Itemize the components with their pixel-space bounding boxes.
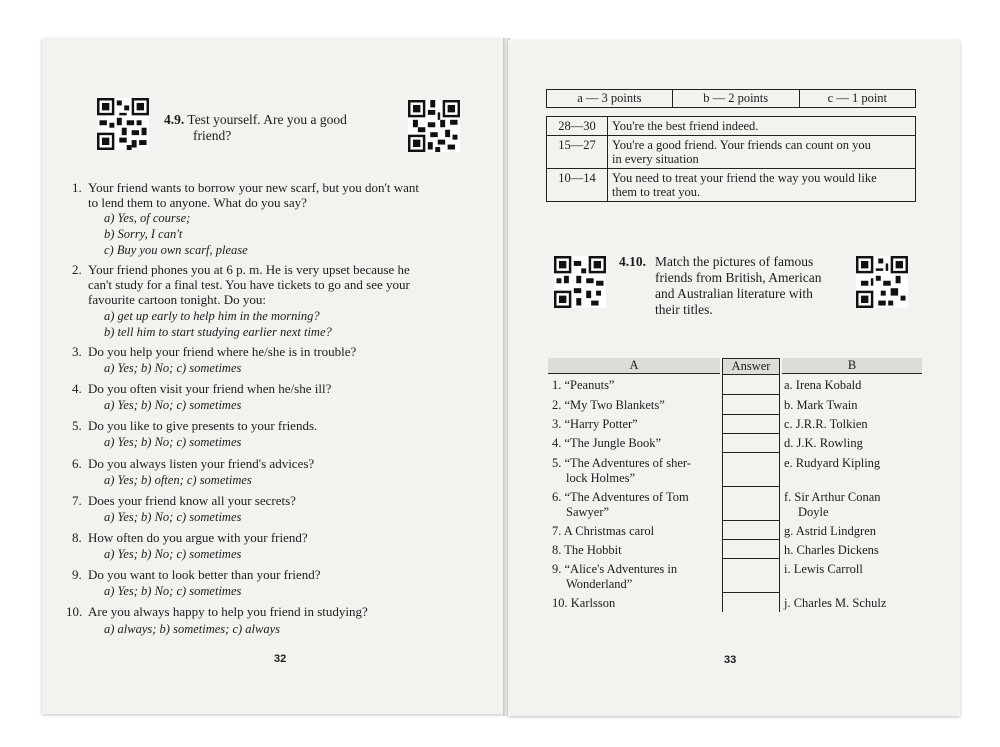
- answer-row-line: [722, 558, 780, 559]
- exercise-line: and Australian literature with: [655, 286, 813, 301]
- question-text: Does your friend know all your secrets?: [88, 493, 296, 508]
- question-10: [66, 604, 476, 619]
- answer-row-line: [722, 452, 780, 453]
- question-1: [72, 180, 482, 195]
- option: a) Yes; b) No; c) sometimes: [104, 510, 242, 524]
- answer-row-line: [722, 486, 780, 487]
- exercise-line: their titles.: [655, 302, 713, 317]
- answer-row-line: [722, 592, 780, 593]
- qr-code-icon: [97, 98, 149, 150]
- column-b-item: a. Irena Kobald: [784, 378, 862, 392]
- question-3: [72, 344, 482, 359]
- score-text: [608, 136, 916, 169]
- question-number: 7.: [72, 493, 82, 508]
- option: a) get up early to help him in the morning?: [104, 309, 320, 323]
- question-text: Do you help your friend where he/she is in trouble?: [88, 344, 357, 359]
- qr-code-icon: [856, 256, 908, 308]
- score-text-line: in every situation: [612, 152, 699, 166]
- column-b-item: g. Astrid Lindgren: [784, 524, 877, 538]
- score-text-line: them to treat you.: [612, 185, 701, 199]
- question-text: How often do you argue with your friend?: [88, 530, 308, 545]
- question-text: Your friend wants to borrow your new scarf, but you don't want: [88, 180, 420, 195]
- answer-row-line: [722, 433, 780, 434]
- exercise-title: Test yourself. Are you a good: [187, 112, 347, 127]
- option: a) Yes; b) No; c) sometimes: [104, 435, 242, 449]
- option: b) tell him to start studying earlier next time?: [104, 325, 332, 339]
- column-b-item: b. Mark Twain: [784, 398, 858, 412]
- column-b-item: f. Sir Arthur Conan: [784, 490, 881, 504]
- column-a-header: A: [548, 358, 720, 374]
- score-table: [546, 116, 916, 202]
- answer-row-line: [722, 520, 780, 521]
- question-8: [72, 530, 482, 545]
- question-number: 8.: [72, 530, 82, 545]
- qr-code-left-1: [97, 98, 149, 150]
- score-range: 15—27: [547, 136, 608, 169]
- question-number: 10.: [66, 604, 83, 619]
- exercise-heading: [164, 112, 404, 128]
- column-a-item: 1. “Peanuts”: [552, 378, 615, 392]
- option: a) Yes; b) No; c) sometimes: [104, 398, 242, 412]
- column-b-item-line2: Doyle: [798, 505, 829, 519]
- question-5: [72, 418, 482, 433]
- question-number: 4.: [72, 381, 82, 396]
- score-row: [547, 169, 916, 202]
- exercise-line: Match the pictures of famous: [655, 254, 814, 269]
- column-b-item: e. Rudyard Kipling: [784, 456, 881, 470]
- score-text-line: You're a good friend. Your friends can count on you: [612, 138, 871, 152]
- score-row: [547, 117, 916, 136]
- column-b-item: i. Lewis Carroll: [784, 562, 863, 576]
- points-a: a — 3 points: [547, 90, 673, 108]
- column-a-item: 4. “The Jungle Book”: [552, 436, 662, 450]
- option: a) Yes, of course;: [104, 211, 191, 225]
- score-text-line: You need to treat your friend the way you would like: [612, 171, 877, 185]
- column-b-item: d. J.K. Rowling: [784, 436, 863, 450]
- question-text: Your friend phones you at 6 p. m. He is very upset because he: [88, 262, 410, 277]
- qr-code-right-2: [856, 256, 908, 308]
- question-number: 1.: [72, 180, 82, 195]
- answer-row-line: [722, 394, 780, 395]
- option: a) always; b) sometimes; c) always: [104, 622, 281, 636]
- points-c: c — 1 point: [799, 90, 915, 108]
- score-text: [608, 169, 916, 202]
- question-text: Are you always happy to help you friend in studying?: [88, 604, 368, 619]
- option: a) Yes; b) No; c) sometimes: [104, 361, 242, 375]
- answer-row-line: [722, 414, 780, 415]
- column-a-item: 10. Karlsson: [552, 596, 616, 610]
- column-a-item: 3. “Harry Potter”: [552, 417, 638, 431]
- exercise-title-line2: friend?: [193, 128, 232, 143]
- page-number: 33: [724, 654, 737, 666]
- column-a-item: 8. The Hobbit: [552, 543, 622, 557]
- exercise-line: friends from British, American: [655, 270, 822, 285]
- exercise-number-text: 4.10.: [619, 254, 646, 269]
- column-a-item-line2: Sawyer”: [566, 505, 610, 519]
- column-a-item: 7. A Christmas carol: [552, 524, 655, 538]
- column-b-item: h. Charles Dickens: [784, 543, 879, 557]
- question-2: [72, 262, 482, 277]
- column-b-header: B: [782, 358, 922, 374]
- column-a-item: 5. “The Adventures of sher-: [552, 456, 691, 470]
- question-9: [72, 567, 482, 582]
- exercise-number: 4.9.: [164, 112, 185, 127]
- question-number: 2.: [72, 262, 82, 277]
- column-a-item: 2. “My Two Blankets”: [552, 398, 665, 412]
- points-b: b — 2 points: [672, 90, 799, 108]
- page-number: 32: [274, 653, 287, 665]
- qr-code-left-2: [408, 100, 460, 152]
- score-row: [547, 136, 916, 169]
- question-7: [72, 493, 482, 508]
- question-1-line2: to lend them to anyone. What do you say?: [88, 195, 307, 210]
- column-b-item: j. Charles M. Schulz: [784, 596, 887, 610]
- question-number: 3.: [72, 344, 82, 359]
- score-text-line: You're the best friend indeed.: [612, 119, 759, 133]
- column-a-item: 9. “Alice's Adventures in: [552, 562, 678, 576]
- column-a-item: 6. “The Adventures of Tom: [552, 490, 689, 504]
- exercise-number: [619, 254, 646, 270]
- question-6: [72, 456, 482, 471]
- column-a-item-line2: lock Holmes”: [566, 471, 636, 485]
- answer-row-line: [722, 539, 780, 540]
- question-text: Do you often visit your friend when he/she ill?: [88, 381, 332, 396]
- option: a) Yes; b) often; c) sometimes: [104, 473, 252, 487]
- question-number: 5.: [72, 418, 82, 433]
- left-page: [42, 38, 504, 714]
- answer-column-header: Answer: [722, 358, 780, 375]
- qr-code-icon: [408, 100, 460, 152]
- points-table: [546, 89, 916, 108]
- score-text: [608, 117, 916, 136]
- question-text: Do you want to look better than your friend?: [88, 567, 321, 582]
- question-text: Do you always listen your friend's advices?: [88, 456, 315, 471]
- option: a) Yes; b) No; c) sometimes: [104, 547, 242, 561]
- option: a) Yes; b) No; c) sometimes: [104, 584, 242, 598]
- score-range: 10—14: [547, 169, 608, 202]
- option: b) Sorry, I can't: [104, 227, 183, 241]
- question-2-line3: favourite cartoon tonight. Do you:: [88, 292, 266, 307]
- question-2-line2: can't study for a final test. You have tickets to go and see your: [88, 277, 410, 292]
- qr-code-right-1: [554, 256, 606, 308]
- question-number: 9.: [72, 567, 82, 582]
- answer-column: [722, 374, 780, 612]
- question-4: [72, 381, 482, 396]
- option: c) Buy you own scarf, please: [104, 243, 248, 257]
- right-page: [508, 40, 960, 716]
- score-range: 28—30: [547, 117, 608, 136]
- column-a-item-line2: Wonderland”: [566, 577, 633, 591]
- question-number: 6.: [72, 456, 82, 471]
- column-b-item: c. J.R.R. Tolkien: [784, 417, 868, 431]
- qr-code-icon: [554, 256, 606, 308]
- question-text: Do you like to give presents to your friends.: [88, 418, 318, 433]
